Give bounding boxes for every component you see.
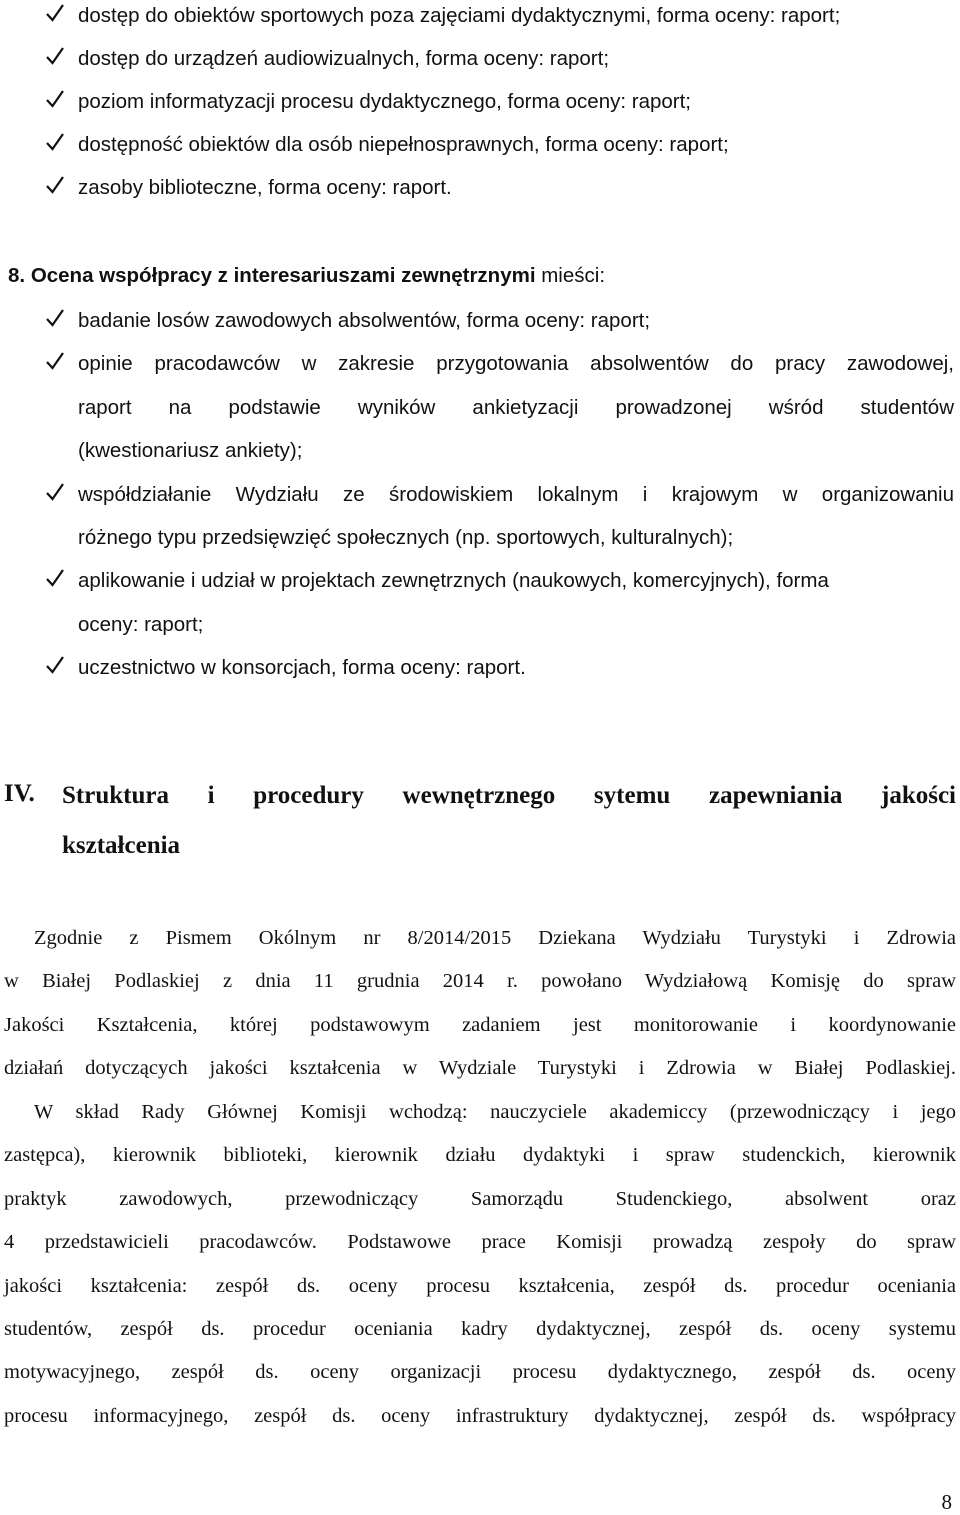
checkmark-icon [44,481,68,505]
checkmark-icon [44,88,68,112]
checkmark-icon [44,654,68,678]
paragraph-line: Zgodnie z Pismem Okólnym nr 8/2014/2015 Dziekana Wydziału Turystyki i Zdrowia [34,927,956,949]
checkmark-icon [44,567,68,591]
paragraph-line: procesu informacyjnego, zespół ds. oceny infrastruktury dydaktycznej, zespół ds. współpracy [4,1405,956,1427]
list-item-text: zasoby biblioteczne, forma oceny: raport. [78,176,452,199]
section-title: Ocena współpracy z interesariuszami zewnętrznymi [30,264,536,287]
list-item-text-line: opinie pracodawców w zakresie przygotowania absolwentów do pracy zawodowej, [78,352,954,375]
list-item-text-line: aplikowanie i udział w projektach zewnętrznych (naukowych, komercyjnych), forma [78,569,829,592]
list-item-text: badanie losów zawodowych absolwentów, forma oceny: raport; [78,309,651,332]
list-item-text-line: oceny: raport; [78,613,204,636]
chapter-number: IV. [4,780,35,807]
list-item-text: poziom informatyzacji procesu dydaktycznego, forma oceny: raport; [78,90,691,113]
paragraph-line: działań dotyczących jakości kształcenia w Wydziale Turystyki i Zdrowia w Białej Podlaskiej. [4,1057,956,1079]
checkmark-icon [44,307,68,331]
section-number: 8. [8,264,26,287]
paragraph-line: W skład Rady Głównej Komisji wchodzą: nauczyciele akademiccy (przewodniczący i jego [34,1101,956,1123]
paragraph-line: 4 przedstawicieli pracodawców. Podstawowe prace Komisji prowadzą zespoły do spraw [4,1231,956,1253]
chapter-title-line: kształcenia [62,832,181,859]
list-item-text: dostęp do urządzeń audiowizualnych, forma oceny: raport; [78,47,610,70]
list-item-text-line: współdziałanie Wydziału ze środowiskiem lokalnym i krajowym w organizowaniu [78,483,954,506]
paragraph-line: zastępca), kierownik biblioteki, kierownik działu dydaktyki i spraw studenckich, kierownik [4,1144,956,1166]
list-item-text: uczestnictwo w konsorcjach, forma oceny: raport. [78,656,526,679]
checkmark-icon [44,2,68,26]
list-item-text-line: raport na podstawie wyników ankietyzacji prowadzonej wśród studentów [78,396,954,419]
chapter-title-line: Struktura i procedury wewnętrznego sytemu zapewniania jakości [62,782,956,809]
checkmark-icon [44,174,68,198]
section-title-rest: mieści: [535,264,606,287]
list-item-text: dostępność obiektów dla osób niepełnosprawnych, forma oceny: raport; [78,133,729,156]
paragraph-line: studentów, zespół ds. procedur oceniania kadry dydaktycznej, zespół ds. oceny systemu [4,1318,956,1340]
paragraph-line: Jakości Kształcenia, której podstawowym zadaniem jest monitorowanie i koordynowanie [4,1014,956,1036]
list-item-text-line: (kwestionariusz ankiety); [78,439,303,462]
checkmark-icon [44,45,68,69]
checkmark-icon [44,350,68,374]
section-8-heading [8,262,960,290]
list-item-text-line: różnego typu przedsięwzięć społecznych (np. sportowych, kulturalnych); [78,526,734,549]
page-number: 8 [941,1490,952,1514]
paragraph-line: jakości kształcenia: zespół ds. oceny procesu kształcenia, zespół ds. procedur oceniania [4,1275,956,1297]
checkmark-icon [44,131,68,155]
list-item-text: dostęp do obiektów sportowych poza zajęciami dydaktycznymi, forma oceny: raport; [78,4,841,27]
paragraph-line: motywacyjnego, zespół ds. oceny organizacji procesu dydaktycznego, zespół ds. oceny [4,1361,956,1383]
paragraph-line: w Białej Podlaskiej z dnia 11 grudnia 2014 r. powołano Wydziałową Komisję do spraw [4,970,956,992]
paragraph-line: praktyk zawodowych, przewodniczący Samorządu Studenckiego, absolwent oraz [4,1188,956,1210]
